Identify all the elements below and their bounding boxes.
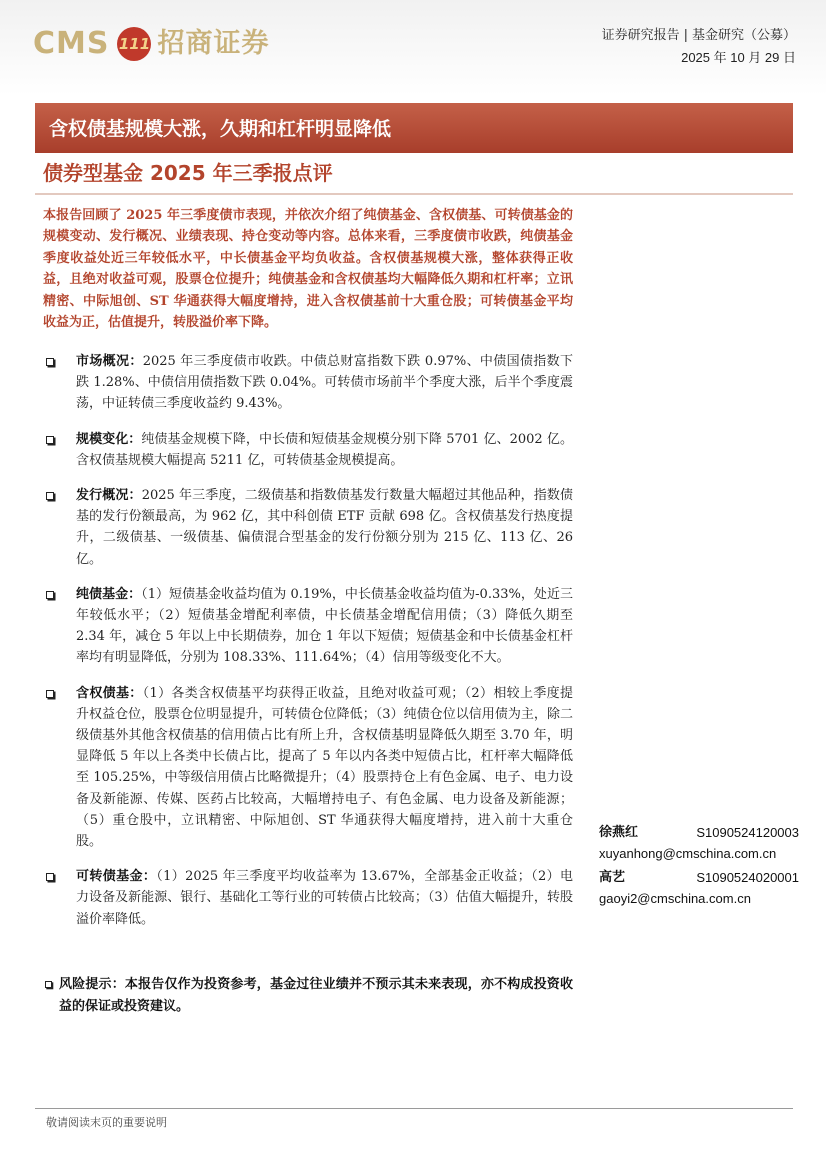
bullet-label: 市场概况： (76, 354, 143, 369)
bullet-text: （1）短债基金收益均值为 0.19%，中长债基金收益均值为-0.33%，处近三年较低水平；（2）短债基金增配利率债，中长债基金增配信用债；（3）降低久期至 2.34 年，减仓 5 年以上中长期债券，加仓 1 年以下短债；短债基金和中长债基金杠杆率均有明显降低，分别为 108.33%、111.64%；（4）信用等级变化不大。 (76, 586, 573, 666)
bullet-text: 2025 年三季度，二级债基和指数债基发行数量大幅超过其他品种，指数债基的发行份额最高，为 962 亿，其中科创债 ETF 贡献 698 亿。含权债基发行热度提升，二级债基、一级债基、偏债混合型基金的发行份额分别为 215 亿、113 亿、26 亿。 (76, 488, 573, 567)
analyst-email: xuyanhong@cmschina.com.cn (599, 845, 777, 861)
bullet-text: （1）各类含权债基平均获得正收益，且绝对收益可观；（2）相较上季度提升权益仓位，股票仓位明显提升，可转债仓位降低；（3）纯债仓位以信用债为主，除二级债基外其他含权债基的信用债占比有所上升，含权债基明显降低久期至 3.70 年，明显降低 5 年以上各类中长债占比，提高了 5 年以内各类中短债占比，杠杆率大幅降低至 105.25%，中等级信用债占比略微提升；（4）股票持仓上有色金属、电子、电力设备及新能源、传媒、医药占比较高，大幅增持电子、有色金属、电力设备及新能源；（5）重仓股中，立讯精密、中际旭创、ST 华通获得大幅度增持，进入前十大重仓股。 (76, 685, 573, 850)
title-divider (35, 193, 793, 195)
bullet-label: 规模变化： (76, 431, 142, 447)
footer-note: 敬请阅读末页的重要说明 (46, 1116, 167, 1129)
analyst-license-id: S1090524120003 (696, 825, 799, 840)
list-item (43, 351, 573, 415)
report-subtitle: 债券型基金 2025 年三季报点评 (43, 161, 333, 185)
bullet-label: 发行概况： (76, 488, 142, 504)
logo-emblem-icon: 111 (117, 27, 151, 61)
checkbox-bullet-icon (46, 690, 54, 698)
analyst-license-id: S1090524020001 (696, 870, 799, 885)
report-date: 2025 年 10 月 29 日 (681, 50, 796, 65)
main-title: 含权债基规模大涨，久期和杠杆明显降低 (49, 118, 392, 140)
checkbox-bullet-icon (46, 591, 54, 599)
report-category: 基金研究（公募） (691, 28, 796, 43)
analyst-name: 高艺 (599, 870, 626, 885)
bullet-text: （1）2025 年三季度平均收益率为 13.67%，全部基金正收益；（2）电力设备及新能源、银行、基础化工等行业的可转债占比较高；（3）估值大幅提升，转股溢价率降低。 (76, 869, 573, 927)
analyst-email: gaoyi2@cmschina.com.cn (599, 890, 751, 906)
report-type: 证券研究报告 (601, 28, 680, 43)
bullet-label: 纯债基金： (76, 586, 142, 602)
list-item (43, 429, 573, 471)
checkbox-bullet-icon (45, 981, 52, 988)
checkbox-bullet-icon (46, 492, 54, 500)
list-item (43, 485, 573, 570)
logo-cms-text: CMS (33, 26, 110, 61)
risk-text: 风险提示：本报告仅作为投资参考，基金过往业绩并不预示其未来表现，亦不构成投资收益的保证或投资建议。 (59, 977, 573, 1014)
abstract-paragraph: 本报告回顾了 2025 年三季度债市表现，并依次介绍了纯债基金、含权债基、可转债基金的规模变动、发行概况、业绩表现、持仓变动等内容。总体来看，三季度债市收跌，纯债基金季度收益处近三年较低水平，中长债基金平均负收益。含权债基规模大涨，整体获得正收益，且绝对收益可观，股票仓位提升；纯债基金和含权债基均大幅降低久期和杠杆率；立讯精密、中际旭创、ST 华通获得大幅度增持，进入含权债基前十大重仓股；可转债基金平均收益为正，估值提升，转股溢价率下降。 (43, 208, 573, 331)
bullet-label: 含权债基： (76, 685, 143, 701)
footer-divider (35, 1108, 793, 1109)
meta-separator: | (683, 28, 688, 43)
list-item (43, 683, 573, 853)
analyst-panel (599, 823, 799, 913)
report-meta (602, 26, 796, 68)
logo-chinese-name: 招商证券 (157, 28, 270, 59)
bullet-text: 2025 年三季度债市收跌。中债总财富指数下跌 0.97%、中债国债指数下跌 1.28%、中债信用债指数下跌 0.04%。可转债市场前半个季度大涨，后半个季度震荡，中证转债三季度收益约 9.43%。 (76, 354, 573, 412)
checkbox-bullet-icon (46, 358, 54, 366)
analyst-row (599, 868, 799, 889)
checkbox-bullet-icon (46, 436, 54, 444)
risk-warning (43, 974, 573, 1017)
company-logo (33, 24, 269, 64)
list-item (43, 584, 573, 669)
analyst-row (599, 823, 799, 844)
analyst-name: 徐燕红 (599, 825, 639, 840)
key-points-list (43, 351, 573, 944)
bullet-label: 可转债基金： (76, 869, 157, 885)
bullet-text: 纯债基金规模下降，中长债和短债基金规模分别下降 5701 亿、2002 亿。含权债基规模大幅提高 5211 亿，可转债基金规模提高。 (76, 431, 573, 468)
checkbox-bullet-icon (46, 873, 54, 881)
list-item (43, 866, 573, 930)
title-banner (35, 103, 793, 153)
